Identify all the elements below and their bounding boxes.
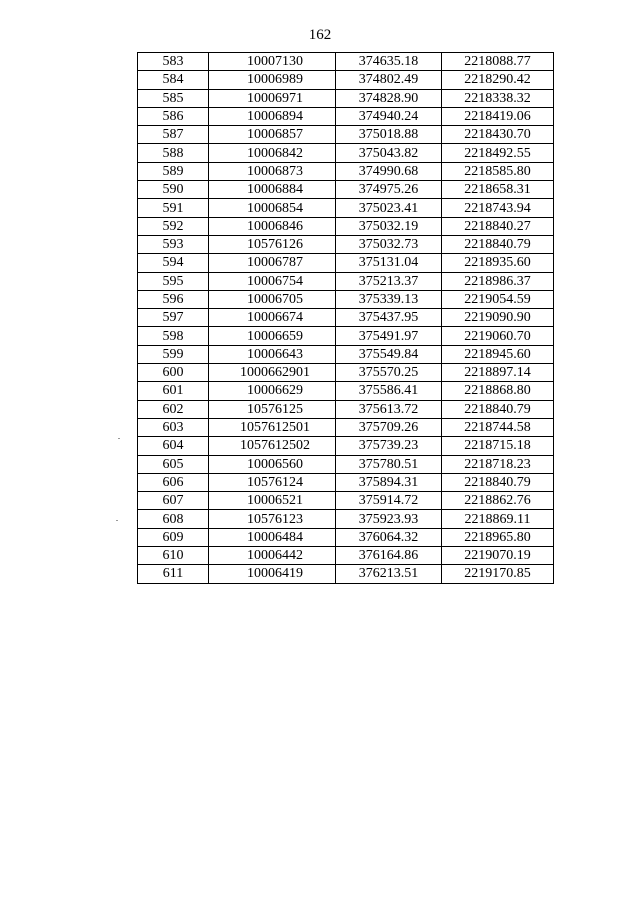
table-row [138, 437, 554, 455]
point-number-cell: 593 [138, 235, 209, 253]
scan-speck-2 [116, 520, 118, 521]
x-coordinate-cell: 375894.31 [336, 473, 442, 491]
table-row [138, 107, 554, 125]
point-id-cell: 10006484 [209, 528, 336, 546]
scan-speck-1 [118, 438, 120, 439]
point-number-cell: 610 [138, 547, 209, 565]
x-coordinate-cell: 375032.19 [336, 217, 442, 235]
y-coordinate-cell: 2218840.79 [442, 235, 554, 253]
y-coordinate-cell: 2218965.80 [442, 528, 554, 546]
table-row [138, 345, 554, 363]
point-number-cell: 605 [138, 455, 209, 473]
y-coordinate-cell: 2218840.79 [442, 473, 554, 491]
y-coordinate-cell: 2218718.23 [442, 455, 554, 473]
point-number-cell: 608 [138, 510, 209, 528]
point-id-cell: 10006884 [209, 181, 336, 199]
y-coordinate-cell: 2218430.70 [442, 126, 554, 144]
point-id-cell: 10006659 [209, 327, 336, 345]
point-number-cell: 591 [138, 199, 209, 217]
point-number-cell: 604 [138, 437, 209, 455]
coordinates-table [137, 52, 554, 584]
x-coordinate-cell: 375213.37 [336, 272, 442, 290]
point-id-cell: 10006629 [209, 382, 336, 400]
y-coordinate-cell: 2218492.55 [442, 144, 554, 162]
y-coordinate-cell: 2218715.18 [442, 437, 554, 455]
y-coordinate-cell: 2218897.14 [442, 364, 554, 382]
point-id-cell: 10006754 [209, 272, 336, 290]
y-coordinate-cell: 2218935.60 [442, 254, 554, 272]
point-id-cell: 10006873 [209, 162, 336, 180]
table-row [138, 53, 554, 71]
x-coordinate-cell: 376064.32 [336, 528, 442, 546]
point-number-cell: 598 [138, 327, 209, 345]
point-id-cell: 10006846 [209, 217, 336, 235]
x-coordinate-cell: 374990.68 [336, 162, 442, 180]
x-coordinate-cell: 375613.72 [336, 400, 442, 418]
x-coordinate-cell: 375131.04 [336, 254, 442, 272]
point-number-cell: 609 [138, 528, 209, 546]
y-coordinate-cell: 2219054.59 [442, 290, 554, 308]
x-coordinate-cell: 376164.86 [336, 547, 442, 565]
y-coordinate-cell: 2219170.85 [442, 565, 554, 583]
point-number-cell: 590 [138, 181, 209, 199]
table-row [138, 473, 554, 491]
point-id-cell: 10576125 [209, 400, 336, 418]
point-number-cell: 603 [138, 418, 209, 436]
x-coordinate-cell: 375549.84 [336, 345, 442, 363]
point-number-cell: 587 [138, 126, 209, 144]
point-id-cell: 1057612502 [209, 437, 336, 455]
point-id-cell: 10006787 [209, 254, 336, 272]
x-coordinate-cell: 375914.72 [336, 492, 442, 510]
table-row [138, 382, 554, 400]
point-number-cell: 596 [138, 290, 209, 308]
table-row [138, 528, 554, 546]
point-number-cell: 602 [138, 400, 209, 418]
y-coordinate-cell: 2218868.80 [442, 382, 554, 400]
table-row [138, 126, 554, 144]
x-coordinate-cell: 375491.97 [336, 327, 442, 345]
point-id-cell: 10576124 [209, 473, 336, 491]
y-coordinate-cell: 2218419.06 [442, 107, 554, 125]
table-row [138, 144, 554, 162]
table-row [138, 565, 554, 583]
table-row [138, 254, 554, 272]
y-coordinate-cell: 2218088.77 [442, 53, 554, 71]
point-id-cell: 1057612501 [209, 418, 336, 436]
x-coordinate-cell: 375586.41 [336, 382, 442, 400]
y-coordinate-cell: 2219070.19 [442, 547, 554, 565]
x-coordinate-cell: 374802.49 [336, 71, 442, 89]
table-row [138, 217, 554, 235]
point-number-cell: 589 [138, 162, 209, 180]
x-coordinate-cell: 375339.13 [336, 290, 442, 308]
y-coordinate-cell: 2218840.79 [442, 400, 554, 418]
point-id-cell: 10006894 [209, 107, 336, 125]
table-row [138, 162, 554, 180]
point-number-cell: 584 [138, 71, 209, 89]
point-number-cell: 594 [138, 254, 209, 272]
point-id-cell: 10006854 [209, 199, 336, 217]
x-coordinate-cell: 374828.90 [336, 89, 442, 107]
table-row [138, 510, 554, 528]
table-row [138, 418, 554, 436]
table-row [138, 547, 554, 565]
point-number-cell: 607 [138, 492, 209, 510]
y-coordinate-cell: 2218840.27 [442, 217, 554, 235]
table-row [138, 290, 554, 308]
y-coordinate-cell: 2218585.80 [442, 162, 554, 180]
x-coordinate-cell: 375709.26 [336, 418, 442, 436]
point-number-cell: 588 [138, 144, 209, 162]
x-coordinate-cell: 376213.51 [336, 565, 442, 583]
point-id-cell: 10006674 [209, 309, 336, 327]
coordinates-table-body [138, 53, 554, 584]
x-coordinate-cell: 375570.25 [336, 364, 442, 382]
point-id-cell: 10006442 [209, 547, 336, 565]
point-number-cell: 586 [138, 107, 209, 125]
x-coordinate-cell: 375739.23 [336, 437, 442, 455]
table-row [138, 199, 554, 217]
table-row [138, 89, 554, 107]
y-coordinate-cell: 2218744.58 [442, 418, 554, 436]
point-number-cell: 606 [138, 473, 209, 491]
y-coordinate-cell: 2219090.90 [442, 309, 554, 327]
x-coordinate-cell: 375437.95 [336, 309, 442, 327]
table-row [138, 272, 554, 290]
x-coordinate-cell: 374635.18 [336, 53, 442, 71]
x-coordinate-cell: 375923.93 [336, 510, 442, 528]
x-coordinate-cell: 375018.88 [336, 126, 442, 144]
x-coordinate-cell: 374940.24 [336, 107, 442, 125]
page-number: 162 [308, 27, 332, 43]
y-coordinate-cell: 2218743.94 [442, 199, 554, 217]
point-number-cell: 611 [138, 565, 209, 583]
table-row [138, 327, 554, 345]
point-id-cell: 1000662901 [209, 364, 336, 382]
y-coordinate-cell: 2218290.42 [442, 71, 554, 89]
point-number-cell: 585 [138, 89, 209, 107]
x-coordinate-cell: 374975.26 [336, 181, 442, 199]
table-row [138, 235, 554, 253]
point-id-cell: 10006989 [209, 71, 336, 89]
x-coordinate-cell: 375032.73 [336, 235, 442, 253]
point-id-cell: 10007130 [209, 53, 336, 71]
table-row [138, 364, 554, 382]
point-id-cell: 10006521 [209, 492, 336, 510]
point-id-cell: 10006971 [209, 89, 336, 107]
point-id-cell: 10006705 [209, 290, 336, 308]
y-coordinate-cell: 2218945.60 [442, 345, 554, 363]
table-row [138, 400, 554, 418]
y-coordinate-cell: 2219060.70 [442, 327, 554, 345]
point-id-cell: 10576126 [209, 235, 336, 253]
x-coordinate-cell: 375780.51 [336, 455, 442, 473]
point-id-cell: 10006842 [209, 144, 336, 162]
table-row [138, 309, 554, 327]
point-id-cell: 10006419 [209, 565, 336, 583]
y-coordinate-cell: 2218986.37 [442, 272, 554, 290]
y-coordinate-cell: 2218862.76 [442, 492, 554, 510]
y-coordinate-cell: 2218869.11 [442, 510, 554, 528]
y-coordinate-cell: 2218658.31 [442, 181, 554, 199]
point-id-cell: 10006643 [209, 345, 336, 363]
point-number-cell: 601 [138, 382, 209, 400]
point-number-cell: 597 [138, 309, 209, 327]
point-id-cell: 10006560 [209, 455, 336, 473]
point-number-cell: 583 [138, 53, 209, 71]
table-row [138, 71, 554, 89]
table-row [138, 455, 554, 473]
point-number-cell: 592 [138, 217, 209, 235]
point-number-cell: 595 [138, 272, 209, 290]
table-row [138, 181, 554, 199]
point-id-cell: 10006857 [209, 126, 336, 144]
point-number-cell: 599 [138, 345, 209, 363]
x-coordinate-cell: 375023.41 [336, 199, 442, 217]
x-coordinate-cell: 375043.82 [336, 144, 442, 162]
point-number-cell: 600 [138, 364, 209, 382]
table-row [138, 492, 554, 510]
point-id-cell: 10576123 [209, 510, 336, 528]
y-coordinate-cell: 2218338.32 [442, 89, 554, 107]
